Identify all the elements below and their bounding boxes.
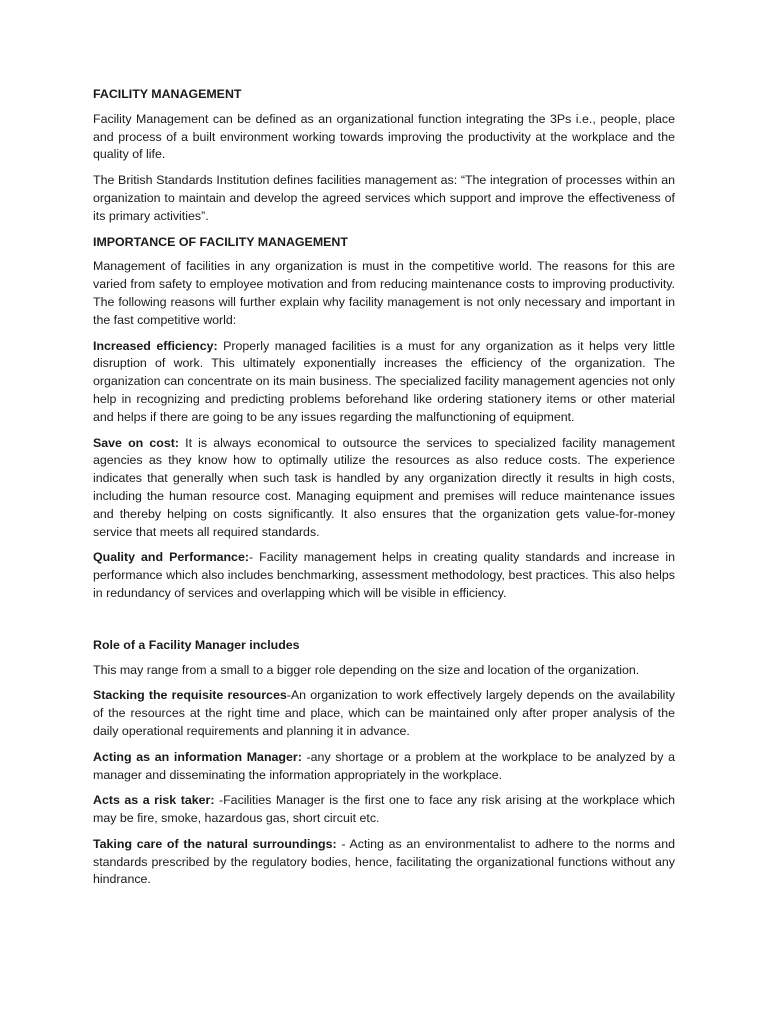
importance-heading: IMPORTANCE OF FACILITY MANAGEMENT [93, 234, 348, 249]
section-spacer [93, 611, 675, 637]
info-manager-paragraph [93, 749, 675, 785]
cost-text: It is always economical to outsource the services to specialized facility management agencies as they know how to optimally utilize the resources as also reduce costs. The experience indicates that generally when such task is handled by any organization directly it results in high costs, including the human resource cost. Managing equipment and premises will reduce maintenance issues and thereby helping on costs significantly. It also ensures that the organization gets value-for-money service that meets all required standards. [93, 435, 675, 539]
document-title: FACILITY MANAGEMENT [93, 87, 242, 101]
natural-surroundings-label: Taking care of the natural surroundings: [93, 836, 337, 851]
cost-paragraph [93, 435, 675, 542]
quality-label: Quality and Performance: [93, 550, 249, 565]
cost-label: Save on cost: [93, 435, 179, 450]
intro-paragraph-1: Facility Management can be defined as an organizational function integrating the 3Ps i.e., people, place and process of a built environment working towards improving the productivity at the workplace and the quality of life. [93, 111, 675, 162]
natural-surroundings-paragraph [93, 836, 675, 889]
role-heading: Role of a Facility Manager includes [93, 637, 300, 652]
risk-taker-text: -Facilities Manager is the first one to face any risk arising at the workplace which may be fire, smoke, hazardous gas, short circuit etc. [93, 793, 675, 826]
quality-text: - Facility management helps in creating quality standards and increase in performance which also includes benchmarking, assessment methodology, best practices. This also helps in redundancy of services and overlapping which will be visible in efficiency. [93, 550, 675, 600]
importance-intro-paragraph: Management of facilities in any organization is must in the competitive world. The reasons for this are varied from safety to employee motivation and from reducing maintenance costs to improving productivity. The following reasons will further explain why facility management is not only necessary and important in the fast competitive world: [93, 259, 675, 327]
efficiency-paragraph [93, 338, 675, 427]
info-manager-text: -any shortage or a problem at the workplace to be analyzed by a manager and disseminating the information appropriately in the workplace. [93, 749, 675, 782]
stacking-label: Stacking the requisite resources [93, 688, 287, 703]
document-page [93, 86, 675, 897]
intro-paragraph-2: The British Standards Institution defines facilities management as: “The integration of processes within an organization to maintain and develop the agreed services which support and improve the effectiveness of its primary activities”. [93, 173, 675, 223]
risk-taker-paragraph [93, 792, 675, 828]
risk-taker-label: Acts as a risk taker: [93, 793, 215, 808]
role-intro-paragraph: This may range from a small to a bigger role depending on the size and location of the organization. [93, 662, 640, 677]
efficiency-label: Increased efficiency: [93, 338, 218, 353]
stacking-text: -An organization to work effectively largely depends on the availability of the resources at the right time and place, which can be maintained only after proper analysis of the daily operational requirements and planning it in advance. [93, 688, 675, 738]
info-manager-label: Acting as an information Manager: [93, 749, 302, 764]
natural-surroundings-text: - Acting as an environmentalist to adhere to the norms and standards prescribed by the regulatory bodies, hence, facilitating the organizational functions without any hindrance. [93, 836, 675, 887]
efficiency-text: Properly managed facilities is a must for any organization as it helps very little disruption of work. This ultimately exponentially increases the efficiency of the organization. The organization can concentrate on its main business. The specialized facility management agencies not only help in recognizing and predicting problems beforehand like ordering stationery items or other material and helps if there are going to be any issues regarding the malfunctioning of equipment. [93, 338, 675, 424]
quality-paragraph [93, 549, 675, 602]
stacking-paragraph [93, 687, 675, 740]
